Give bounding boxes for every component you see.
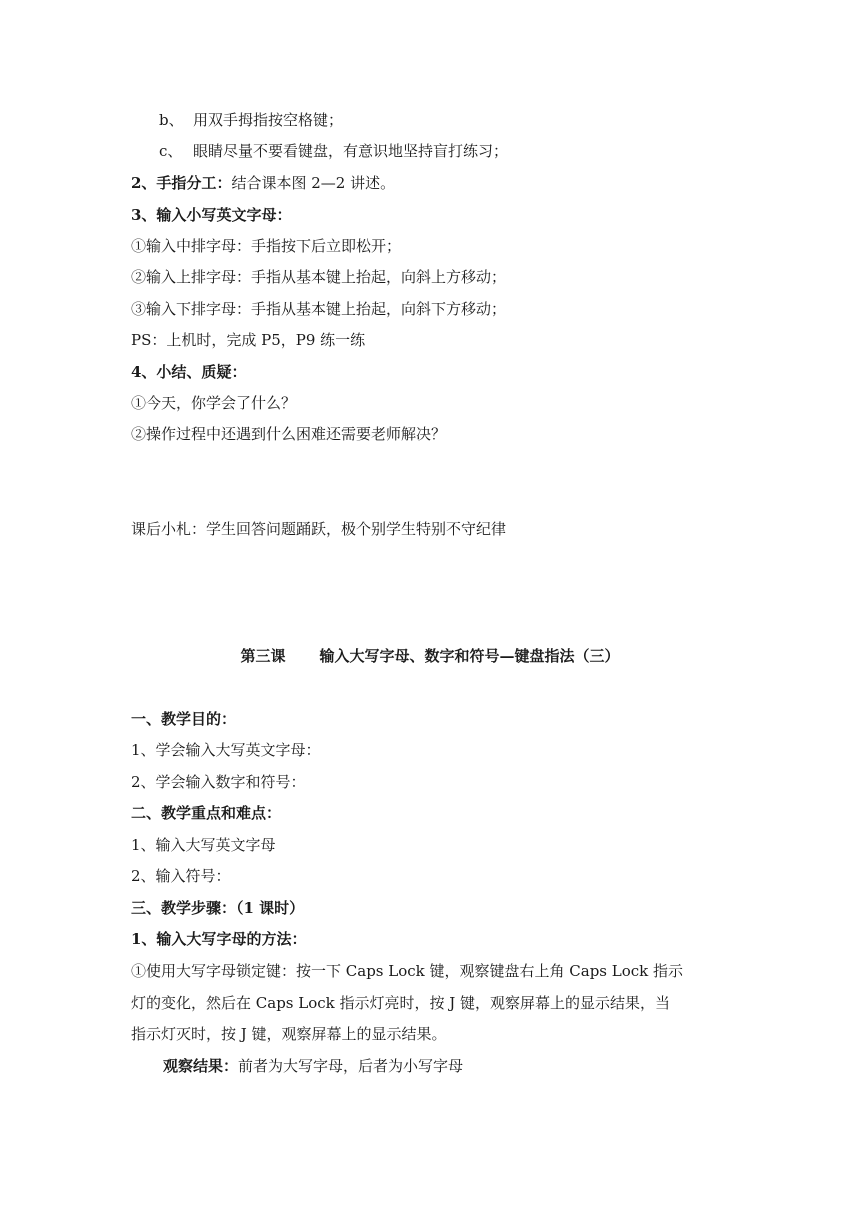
list-item: 2、学会输入数字和符号： <box>131 773 306 791</box>
list-item: 2、输入符号： <box>131 867 231 885</box>
section-heading: 4、小结、质疑： <box>131 363 247 381</box>
lesson-title <box>0 646 860 666</box>
section-heading: 一、教学目的： <box>131 710 237 728</box>
list-item: ②操作过程中还遇到什么困难还需要老师解决？ <box>131 425 447 443</box>
section-heading: 1、输入大写字母的方法： <box>131 930 307 948</box>
paragraph-line: 灯的变化，然后在 Caps Lock 指示灯亮时，按 J 键，观察屏幕上的显示结果，当 <box>131 994 671 1012</box>
section-text: 结合课本图 2—2 讲述。 <box>231 174 396 192</box>
observation-text: 前者为大写字母，后者为小写字母 <box>238 1057 464 1075</box>
lesson-title-text: 输入大写字母、数字和符号—键盘指法（三） <box>319 647 620 665</box>
list-item: ①输入中排字母：手指按下后立即松开； <box>131 237 402 255</box>
after-class-note: 课后小札：学生回答问题踊跃，极个别学生特别不守纪律 <box>131 520 507 538</box>
list-item: ①今天，你学会了什么？ <box>131 394 297 412</box>
paragraph-line: ①使用大写字母锁定键：按一下 Caps Lock 键，观察键盘右上角 Caps Lock 指示 <box>131 962 684 980</box>
lesson-number: 第三课 <box>240 647 286 665</box>
list-item-c <box>159 141 508 161</box>
ps-note: PS：上机时，完成 P5，P9 练一练 <box>131 331 366 349</box>
section-finger-division <box>131 173 395 193</box>
list-marker: b、 <box>159 111 184 129</box>
section-heading: 2、手指分工： <box>131 174 232 192</box>
list-item: 1、学会输入大写英文字母： <box>131 741 321 759</box>
paragraph-line: 指示灯灭时，按 J 键，观察屏幕上的显示结果。 <box>131 1025 447 1043</box>
list-item-text: 用双手拇指按空格键； <box>193 111 344 129</box>
list-item-text: 眼睛尽量不要看键盘，有意识地坚持盲打练习； <box>193 142 509 160</box>
section-heading: 二、教学重点和难点： <box>131 804 282 822</box>
list-item-b <box>159 110 343 130</box>
list-item: ③输入下排字母：手指从基本键上抬起，向斜下方移动； <box>131 300 507 318</box>
observation-result <box>163 1056 463 1076</box>
list-item: ②输入上排字母：手指从基本键上抬起，向斜上方移动； <box>131 268 507 286</box>
list-item: 1、输入大写英文字母 <box>131 836 276 854</box>
section-heading: 三、教学步骤：（1 课时） <box>131 899 305 917</box>
section-heading: 3、输入小写英文字母： <box>131 206 292 224</box>
list-marker: c、 <box>159 142 183 160</box>
observation-label: 观察结果： <box>163 1057 239 1075</box>
